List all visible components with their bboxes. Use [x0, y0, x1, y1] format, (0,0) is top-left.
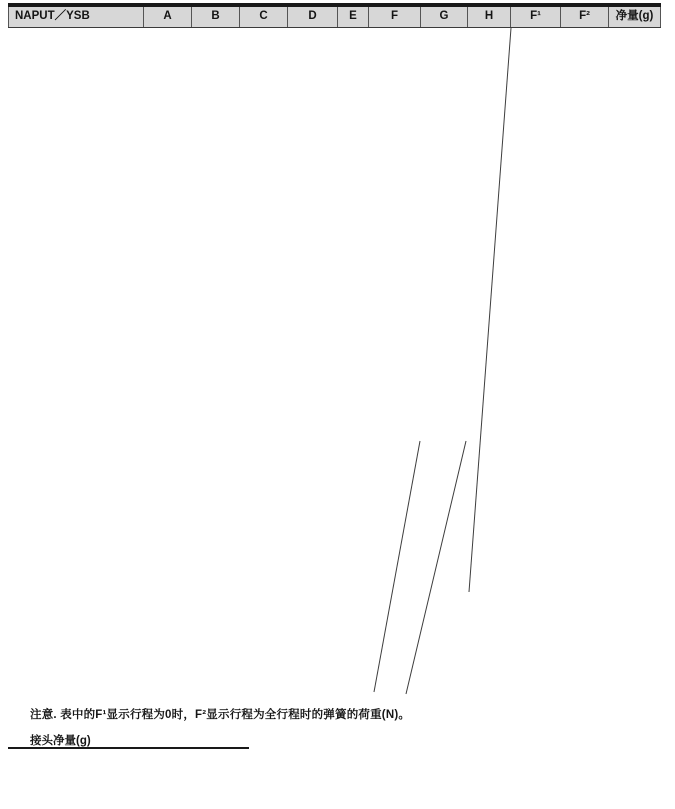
spec-column-header: D [288, 5, 338, 28]
spec-column-header: F [369, 5, 421, 28]
spec-column-header: E [338, 5, 369, 28]
table-footnote: 注意. 表中的F¹显示行程为0时，F²显示行程为全行程时的弹簧的荷重(N)。 [30, 709, 411, 721]
spec-column-header: C [240, 5, 288, 28]
spec-column-header: H [468, 5, 511, 28]
spec-column-header: 净量(g) [609, 5, 661, 28]
spec-table [8, 3, 661, 28]
na-slash-col-g [406, 441, 466, 694]
spec-column-header: F² [561, 5, 609, 28]
spec-table-header-row [9, 5, 661, 28]
spec-column-header: B [192, 5, 240, 28]
spec-column-header: A [144, 5, 192, 28]
joint-weight-table [8, 747, 249, 749]
spec-column-header: G [421, 5, 468, 28]
spec-column-header: NAPUT／YSB [9, 5, 144, 28]
joint-table-title: 接头净量(g) [30, 735, 91, 747]
na-slash-col-f [374, 441, 420, 692]
na-slash-col-h [469, 28, 511, 592]
spec-column-header: F¹ [511, 5, 561, 28]
